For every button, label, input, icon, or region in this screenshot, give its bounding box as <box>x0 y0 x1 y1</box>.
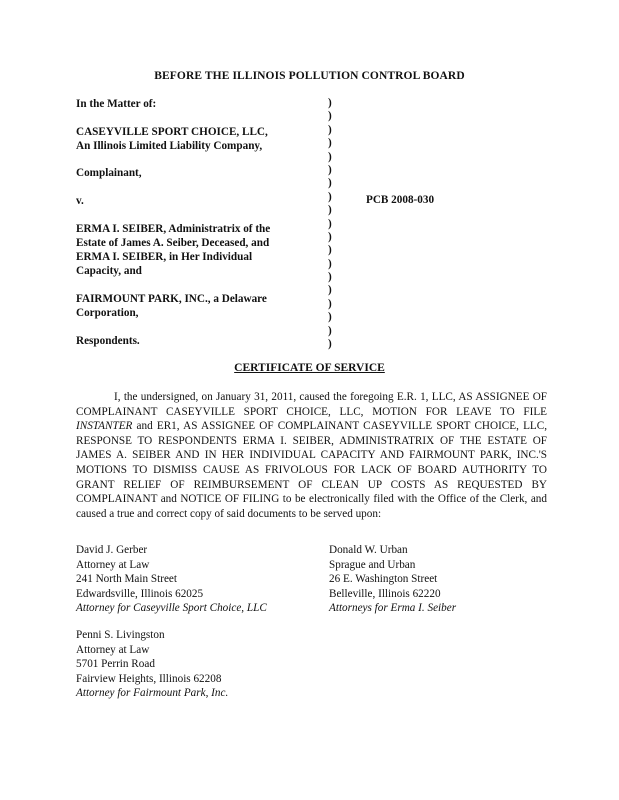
service-street: 26 E. Washington Street <box>329 573 438 586</box>
respondent1-line4: Capacity, and <box>76 265 142 277</box>
service-title: Attorney at Law <box>76 643 150 656</box>
caption-paren: ) <box>328 230 332 243</box>
service-title: Sprague and Urban <box>329 558 416 571</box>
service-entry-gerber <box>76 543 267 616</box>
service-city: Fairview Heights, Illinois 62208 <box>76 672 222 685</box>
service-name: Penni S. Livingston <box>76 629 165 641</box>
caption-paren: ) <box>328 284 332 297</box>
caption-paren: ) <box>328 338 332 351</box>
case-number: PCB 2008-030 <box>366 194 435 206</box>
board-heading: BEFORE THE ILLINOIS POLLUTION CONTROL BOARD <box>154 70 465 82</box>
instanter-term: INSTANTER <box>76 420 133 433</box>
caption-paren: ) <box>328 297 332 310</box>
body-part1: I, the undersigned, on January 31, 2011, caused the foregoing E.R. 1, LLC, AS ASSIGNEE OF COMPLAINANT CASEYVILLE SPORT CHOICE, LLC, MOTION FOR LEAVE TO FILE <box>76 391 547 418</box>
caption-paren: ) <box>328 217 332 230</box>
service-role: Attorney for Caseyville Sport Choice, LLC <box>76 602 267 615</box>
in-the-matter-label: In the Matter of: <box>76 98 157 110</box>
caption-paren: ) <box>328 324 332 337</box>
caption-paren: ) <box>328 163 332 176</box>
service-street: 5701 Perrin Road <box>76 658 155 671</box>
complainant-label: Complainant, <box>76 167 142 179</box>
service-role: Attorney for Fairmount Park, Inc. <box>76 687 229 700</box>
service-entry-livingston <box>76 628 228 701</box>
service-title: Attorney at Law <box>76 558 150 571</box>
certificate-paragraph <box>76 390 547 521</box>
complainant-description: An Illinois Limited Liability Company, <box>76 140 263 152</box>
caption-paren: ) <box>328 177 332 190</box>
caption-paren: ) <box>328 97 332 109</box>
service-street: 241 North Main Street <box>76 573 177 586</box>
caption-paren: ) <box>328 110 332 123</box>
certificate-body <box>76 390 547 521</box>
caption-paren: ) <box>328 204 332 217</box>
caption-paren-column <box>328 97 332 351</box>
caption-paren: ) <box>328 137 332 150</box>
versus-label: v. <box>76 195 84 207</box>
service-name: Donald W. Urban <box>329 544 408 556</box>
caption-paren: ) <box>328 257 332 270</box>
respondents-label: Respondents. <box>76 335 140 347</box>
respondent1-line3: ERMA I. SEIBER, in Her Individual <box>76 251 253 263</box>
service-city: Edwardsville, Illinois 62025 <box>76 587 204 600</box>
respondent2-line2: Corporation, <box>76 307 139 319</box>
respondent2-line1: FAIRMOUNT PARK, INC., a Delaware <box>76 293 267 305</box>
certificate-title: CERTIFICATE OF SERVICE <box>234 362 385 374</box>
service-city: Belleville, Illinois 62220 <box>329 587 441 600</box>
complainant-name: CASEYVILLE SPORT CHOICE, LLC, <box>76 126 268 138</box>
caption-paren: ) <box>328 123 332 136</box>
caption-paren: ) <box>328 311 332 324</box>
respondent1-line1: ERMA I. SEIBER, Administratrix of the <box>76 223 271 235</box>
service-name: David J. Gerber <box>76 544 148 556</box>
caption-paren: ) <box>328 150 332 163</box>
respondent1-line2: Estate of James A. Seiber, Deceased, and <box>76 237 270 249</box>
body-part2: and ER1, AS ASSIGNEE OF COMPLAINANT CASEYVILLE SPORT CHOICE, LLC, RESPONSE TO RESPONDENTS ERMA I. SEIBER, ADMINISTRATRIX OF THE ESTATE OF JAMES A. SEIBER AND IN HER INDIVIDUAL CAPACITY AND FAIRMOUNT PARK, INC.'S MOTIONS TO DISMISS CAUSE AS FRIVOLOUS FOR LACK OF BOARD AUTHORITY TO GRANT RELIEF OF REIMBURSEMENT OF CLEAN UP COSTS AS REQUESTED BY COMPLAINANT and NOTICE OF FILING to be electronically filed with the Office of the Clerk, and caused a true and correct copy of said documents to be served upon: <box>76 420 547 520</box>
service-entry-urban <box>329 543 456 616</box>
service-role: Attorneys for Erma I. Seiber <box>329 602 457 615</box>
caption-paren: ) <box>328 190 332 203</box>
caption-paren: ) <box>328 271 332 284</box>
caption-paren: ) <box>328 244 332 257</box>
